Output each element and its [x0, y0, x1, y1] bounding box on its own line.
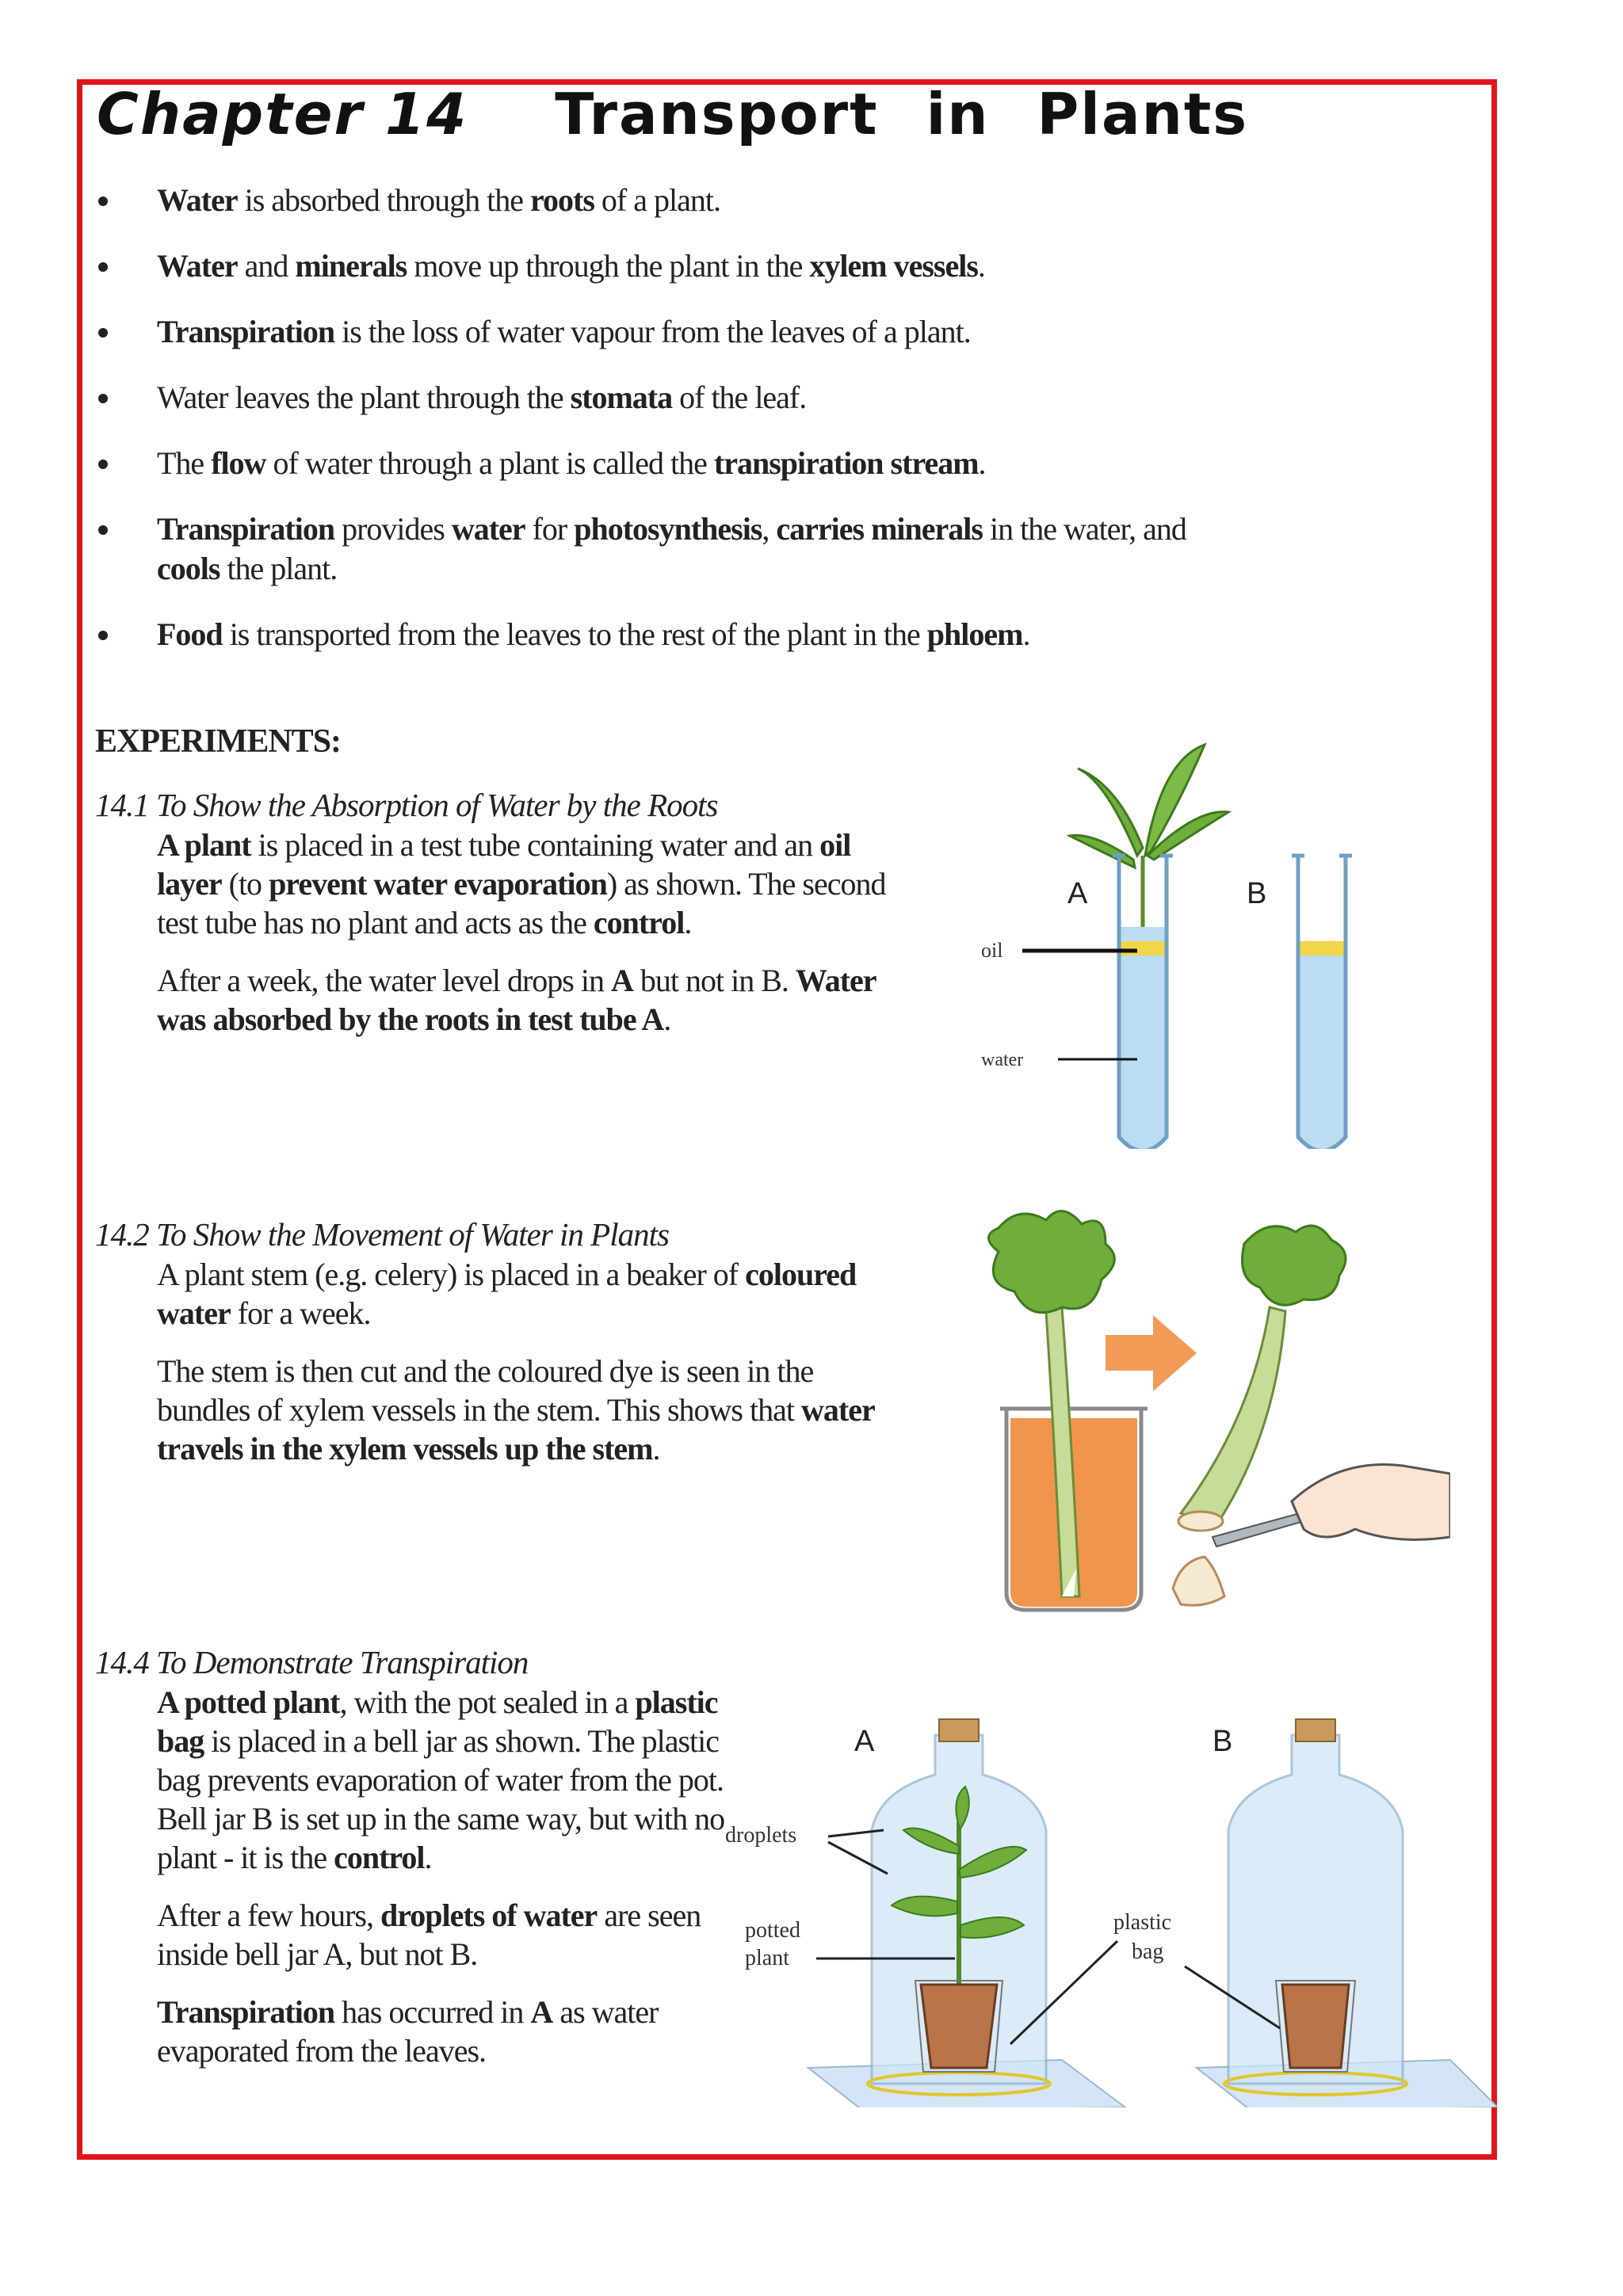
text-run: the plant.	[220, 551, 338, 586]
experiment-paragraph	[157, 1896, 729, 1974]
water-label: water	[981, 1050, 1024, 1070]
bold-text: carries minerals	[776, 511, 983, 547]
bold-text: water travels in the xylem vessels up the stem	[157, 1392, 874, 1466]
bold-text: A	[610, 963, 633, 998]
arrow-icon	[1106, 1315, 1197, 1391]
bullet-item	[95, 312, 1244, 352]
bold-text: coloured water	[157, 1257, 857, 1331]
text-run: After a few hours,	[157, 1897, 380, 1933]
text-run: are seen inside bell jar A, but not B.	[157, 1897, 701, 1972]
celery-figure	[943, 1196, 1450, 1624]
text-run: provides	[334, 511, 452, 547]
text-run: as water evaporated from the leaves.	[157, 1994, 659, 2069]
tube-a-label: A	[1067, 877, 1088, 910]
droplets-label: droplets	[725, 1823, 797, 1848]
jar-b-label: B	[1212, 1725, 1233, 1758]
bullet-item	[95, 246, 1244, 286]
text-run: of a plant.	[594, 182, 720, 218]
bold-text: phloem	[926, 616, 1023, 652]
text-run: of water through a plant is called the	[265, 445, 714, 481]
jar-a-label: A	[854, 1725, 875, 1758]
bold-text: flow	[211, 445, 266, 481]
oil-label: oil	[981, 939, 1003, 962]
text-run: is transported from the leaves to the rest of the plant in the	[222, 616, 927, 652]
text-run: The	[157, 445, 212, 481]
text-run: .	[663, 1001, 671, 1037]
bold-text: A potted plant	[157, 1684, 340, 1720]
bold-text: Transpiration	[157, 1994, 335, 2030]
text-run: Water leaves the plant through the	[157, 379, 571, 415]
bold-text: A	[530, 1994, 553, 2030]
bold-text: stomata	[570, 379, 673, 415]
bold-text: Transpiration	[157, 511, 335, 547]
hand-with-knife	[1212, 1464, 1450, 1547]
bold-text: photosynthesis	[574, 511, 762, 547]
bullet-item	[95, 444, 1244, 483]
text-run: ) as shown. The second test tube has no plant and acts as the	[157, 866, 886, 940]
text-run: .	[424, 1840, 432, 1875]
bold-text: control	[334, 1840, 425, 1875]
tube-b-label: B	[1247, 877, 1267, 910]
experiment-14-1	[95, 786, 896, 1058]
bold-text: plastic bag	[157, 1684, 718, 1759]
chapter-title	[97, 81, 1248, 147]
bold-text: cools	[157, 551, 220, 586]
text-run: is placed in a bell jar as shown. The plastic bag prevents evaporation of water from the pot. Bell jar B is set up in the same way, but with no plant - it is the	[157, 1723, 725, 1875]
bold-text: A plant	[157, 827, 251, 863]
experiment-paragraph	[157, 1683, 729, 1877]
bold-text: Water was absorbed by the roots in test tube A	[157, 963, 876, 1037]
text-run: is absorbed through the	[237, 182, 530, 218]
experiment-paragraph	[157, 961, 896, 1039]
bell-jar-figure	[713, 1711, 1498, 2107]
test-tube-b	[1292, 856, 1352, 1149]
experiment-paragraph	[157, 1352, 888, 1468]
bold-text: minerals	[295, 248, 407, 284]
bold-text: droplets of water	[380, 1897, 598, 1933]
text-run: is the loss of water vapour from the leaves of a plant.	[334, 314, 971, 349]
experiment-paragraph	[157, 1255, 888, 1333]
bullet-item	[95, 509, 1244, 589]
text-run: After a week, the water level drops in	[157, 963, 611, 998]
text-run: .	[652, 1431, 660, 1466]
bag-label: bag	[1132, 1939, 1164, 1964]
text-run: but not in B.	[632, 963, 796, 998]
bold-text: Food	[157, 616, 223, 652]
experiments-heading: EXPERIMENTS:	[95, 723, 342, 760]
bullet-item	[95, 181, 1244, 220]
bold-text: roots	[530, 182, 594, 218]
bold-text: water	[451, 511, 525, 547]
bold-text: control	[593, 905, 685, 940]
bold-text: prevent water evaporation	[269, 866, 607, 902]
potted-label: potted	[745, 1918, 800, 1943]
plastic-label: plastic	[1113, 1910, 1172, 1935]
text-run: (to	[221, 866, 269, 902]
text-run: and	[237, 248, 296, 284]
text-run: .	[684, 905, 692, 940]
cut-celery	[1173, 1226, 1346, 1605]
bold-text: transpiration stream	[713, 445, 979, 481]
bold-text: Water	[157, 248, 238, 284]
text-run: is placed in a test tube containing water and an	[250, 827, 820, 863]
chapter-number: Chapter 14	[97, 81, 468, 147]
experiment-14-2	[95, 1215, 888, 1487]
plant-label: plant	[745, 1946, 789, 1970]
text-run: has occurred in	[334, 1994, 531, 2030]
text-run: of the leaf.	[672, 379, 807, 415]
bold-text: xylem vessels	[809, 248, 978, 284]
text-run: The stem is then cut and the coloured dye is seen in the bundles of xylem vessels in the stem. This shows that	[157, 1353, 814, 1428]
text-run: for	[525, 511, 575, 547]
title-word: Transport	[555, 81, 879, 147]
text-run: .	[978, 445, 986, 481]
text-run: , with the pot sealed in a	[339, 1684, 636, 1720]
experiment-heading: 14.1 To Show the Absorption of Water by the Roots	[95, 787, 718, 823]
title-word: Plants	[1037, 81, 1249, 147]
bold-text: Water	[157, 182, 238, 218]
experiment-paragraph	[157, 826, 896, 942]
bullet-item	[95, 378, 1244, 418]
text-run: for a week.	[230, 1295, 371, 1331]
text-run: .	[977, 248, 985, 284]
text-run: A plant stem (e.g. celery) is placed in a beaker of	[157, 1257, 746, 1292]
bold-text: oil layer	[157, 827, 851, 902]
experiment-heading: 14.4 To Demonstrate Transpiration	[95, 1644, 529, 1680]
bell-jar-b	[1224, 1719, 1407, 2095]
title-word: in	[926, 81, 990, 147]
text-run: ,	[762, 511, 777, 547]
bullet-item	[95, 615, 1244, 654]
text-run: move up through the plant in the	[407, 248, 810, 284]
text-run: .	[1022, 616, 1030, 652]
experiment-paragraph	[157, 1993, 729, 2070]
bold-text: Transpiration	[157, 314, 335, 349]
key-points-list	[95, 181, 1244, 681]
experiment-heading: 14.2 To Show the Movement of Water in Plants	[95, 1216, 669, 1253]
text-run: in the water, and	[982, 511, 1186, 547]
experiment-14-4	[95, 1643, 729, 2089]
test-tube-figure	[967, 737, 1411, 1149]
